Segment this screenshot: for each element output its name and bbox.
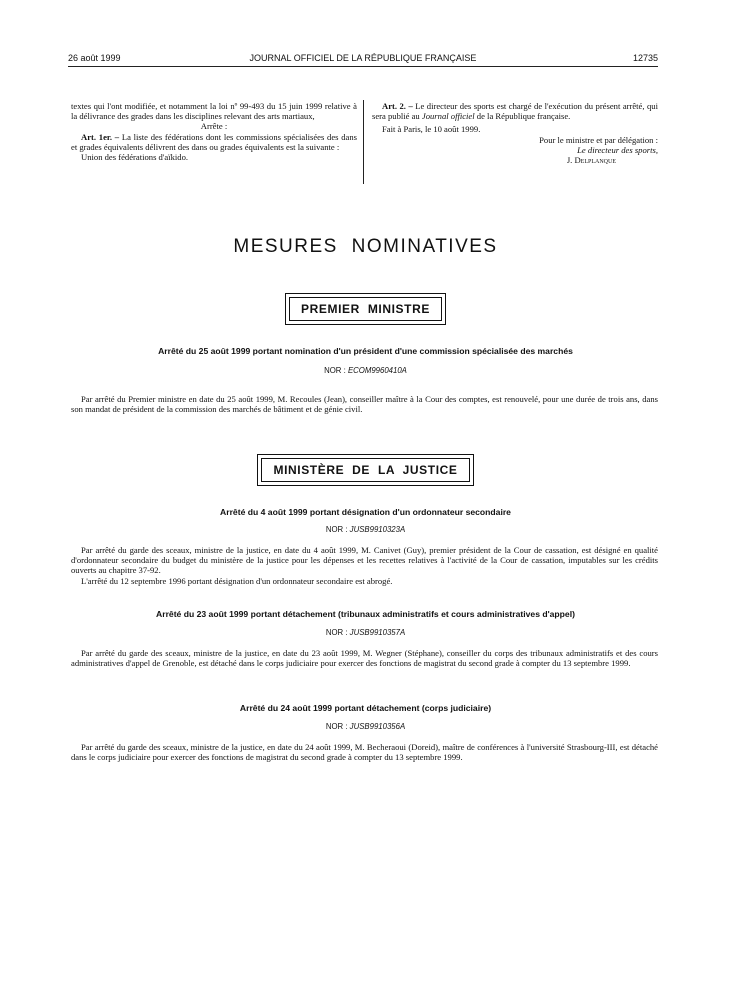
article-2-label: Art. 2. – [382, 101, 413, 111]
notice-title: Arrêté du 4 août 1999 portant désignation d'un ordonnateur secondaire [220, 507, 511, 517]
section-heading-label: PREMIER MINISTRE [289, 297, 442, 321]
notice-paragraph: Par arrêté du garde des sceaux, ministre de la justice, en date du 23 août 1999, M. Wegner (Stéphane), conseiller du corps des tribunaux administratifs et des cours administratives d'appel de Grenoble, est détaché dans le corps judiciaire pour exercer des fonctions de magistrat du second grade à compter du 13 septembre 1999. [71, 648, 658, 669]
page-number: 12735 [632, 53, 658, 63]
nor-label: NOR : [325, 525, 348, 534]
nor-label: NOR : [325, 628, 348, 637]
article-1 [71, 132, 357, 152]
notice-body [71, 742, 658, 762]
nor-reference [40, 525, 691, 534]
preamble-text: textes qui l'ont modifiée, et notamment la loi nº 99-493 du 15 juin 1999 relative à la délivrance des grades dans les disciplines relevant des arts martiaux, [71, 101, 357, 122]
signatory-name: J. Delplanque [566, 155, 616, 166]
nor-label: NOR : [324, 366, 346, 375]
header-rule [68, 66, 658, 67]
notice-paragraph: Par arrêté du Premier ministre en date du 25 août 1999, M. Recoules (Jean), conseiller maître à la Cour des comptes, est renouvelé, pour une durée de trois ans, dans son mandat de président de la commission des marchés de bâtiment et de génie civil. [71, 394, 658, 415]
notice-paragraph: L'arrêté du 12 septembre 1996 portant désignation d'un ordonnateur secondaire est abrogé. [81, 575, 393, 586]
section-heading-premier-ministre [285, 293, 446, 325]
issue-date: 26 août 1999 [68, 53, 121, 63]
notice-paragraph: Par arrêté du garde des sceaux, ministre de la justice, en date du 4 août 1999, M. Canivet (Guy), premier président de la Cour de cassation, est désigné en qualité d'ordonnateur secondaire du budget du ministère de la justice pour les dépenses et les recettes relatives à l'activité de la Cour de cassation, imputables sur les crédits ouverts au chapitre 37-92. [71, 545, 658, 576]
notice-title: Arrêté du 24 août 1999 portant détachement (corps judiciaire) [239, 703, 492, 713]
notice-body [71, 648, 658, 668]
nor-label: NOR : [325, 722, 348, 731]
article-1-label: Art. 1er. – [81, 131, 120, 142]
article-2-text-end: de la République française. [476, 111, 571, 122]
nor-reference [40, 628, 691, 637]
running-header [68, 53, 658, 67]
nor-code: ECOM9960410A [347, 366, 407, 375]
nor-code: JUSB9910357A [349, 628, 406, 637]
arrete-heading: Arrête : [200, 121, 228, 132]
section-heading-justice [257, 454, 473, 486]
journal-title: JOURNAL OFFICIEL DE LA RÉPUBLIQUE FRANÇAISE [249, 53, 477, 63]
fait-a-paris: Fait à Paris, le 10 août 1999. [382, 124, 481, 135]
nor-code: JUSB9910356A [349, 722, 406, 731]
nor-code: JUSB9910323A [349, 525, 406, 534]
column-divider [363, 100, 364, 184]
notice-body [71, 545, 658, 586]
nor-reference [40, 366, 691, 375]
notice-paragraph: Par arrêté du garde des sceaux, ministre de la justice, en date du 24 août 1999, M. Becheraoui (Doreid), maître de conférences à l'université Strasbourg-III, est détaché dans le corps judiciaire pour exercer des fonctions de magistrat du second grade à compter du 13 septembre 1999. [71, 742, 658, 763]
signatory [372, 155, 658, 165]
article-1-text: La liste des fédérations dont les commissions spécialisées des dans et grades équivalents délivrent des dans ou grades équivalents est la suivante : [71, 131, 357, 152]
notice-body [71, 394, 658, 414]
notice-title: Arrêté du 25 août 1999 portant nomination d'un président d'une commission spécialisée des marchés [158, 346, 573, 356]
article-2 [372, 101, 658, 121]
federation-entry: Union des fédérations d'aïkido. [81, 152, 189, 163]
left-column [71, 101, 357, 162]
article-2-text: Le directeur des sports est chargé de l'exécution du présent arrêté, qui sera publié au [372, 101, 658, 122]
section-heading-label: MINISTÈRE DE LA JUSTICE [261, 458, 469, 482]
nor-reference [40, 722, 691, 731]
notice-title: Arrêté du 23 août 1999 portant détachement (tribunaux administratifs et cours administratives d'appel) [156, 609, 575, 619]
page-title: MESURES NOMINATIVES [233, 236, 498, 257]
right-column [372, 101, 658, 165]
delegation-line: Pour le ministre et par délégation : [539, 134, 658, 145]
directeur-line: Le directeur des sports, [577, 144, 658, 155]
journal-officiel-ref: Journal officiel [421, 111, 475, 122]
